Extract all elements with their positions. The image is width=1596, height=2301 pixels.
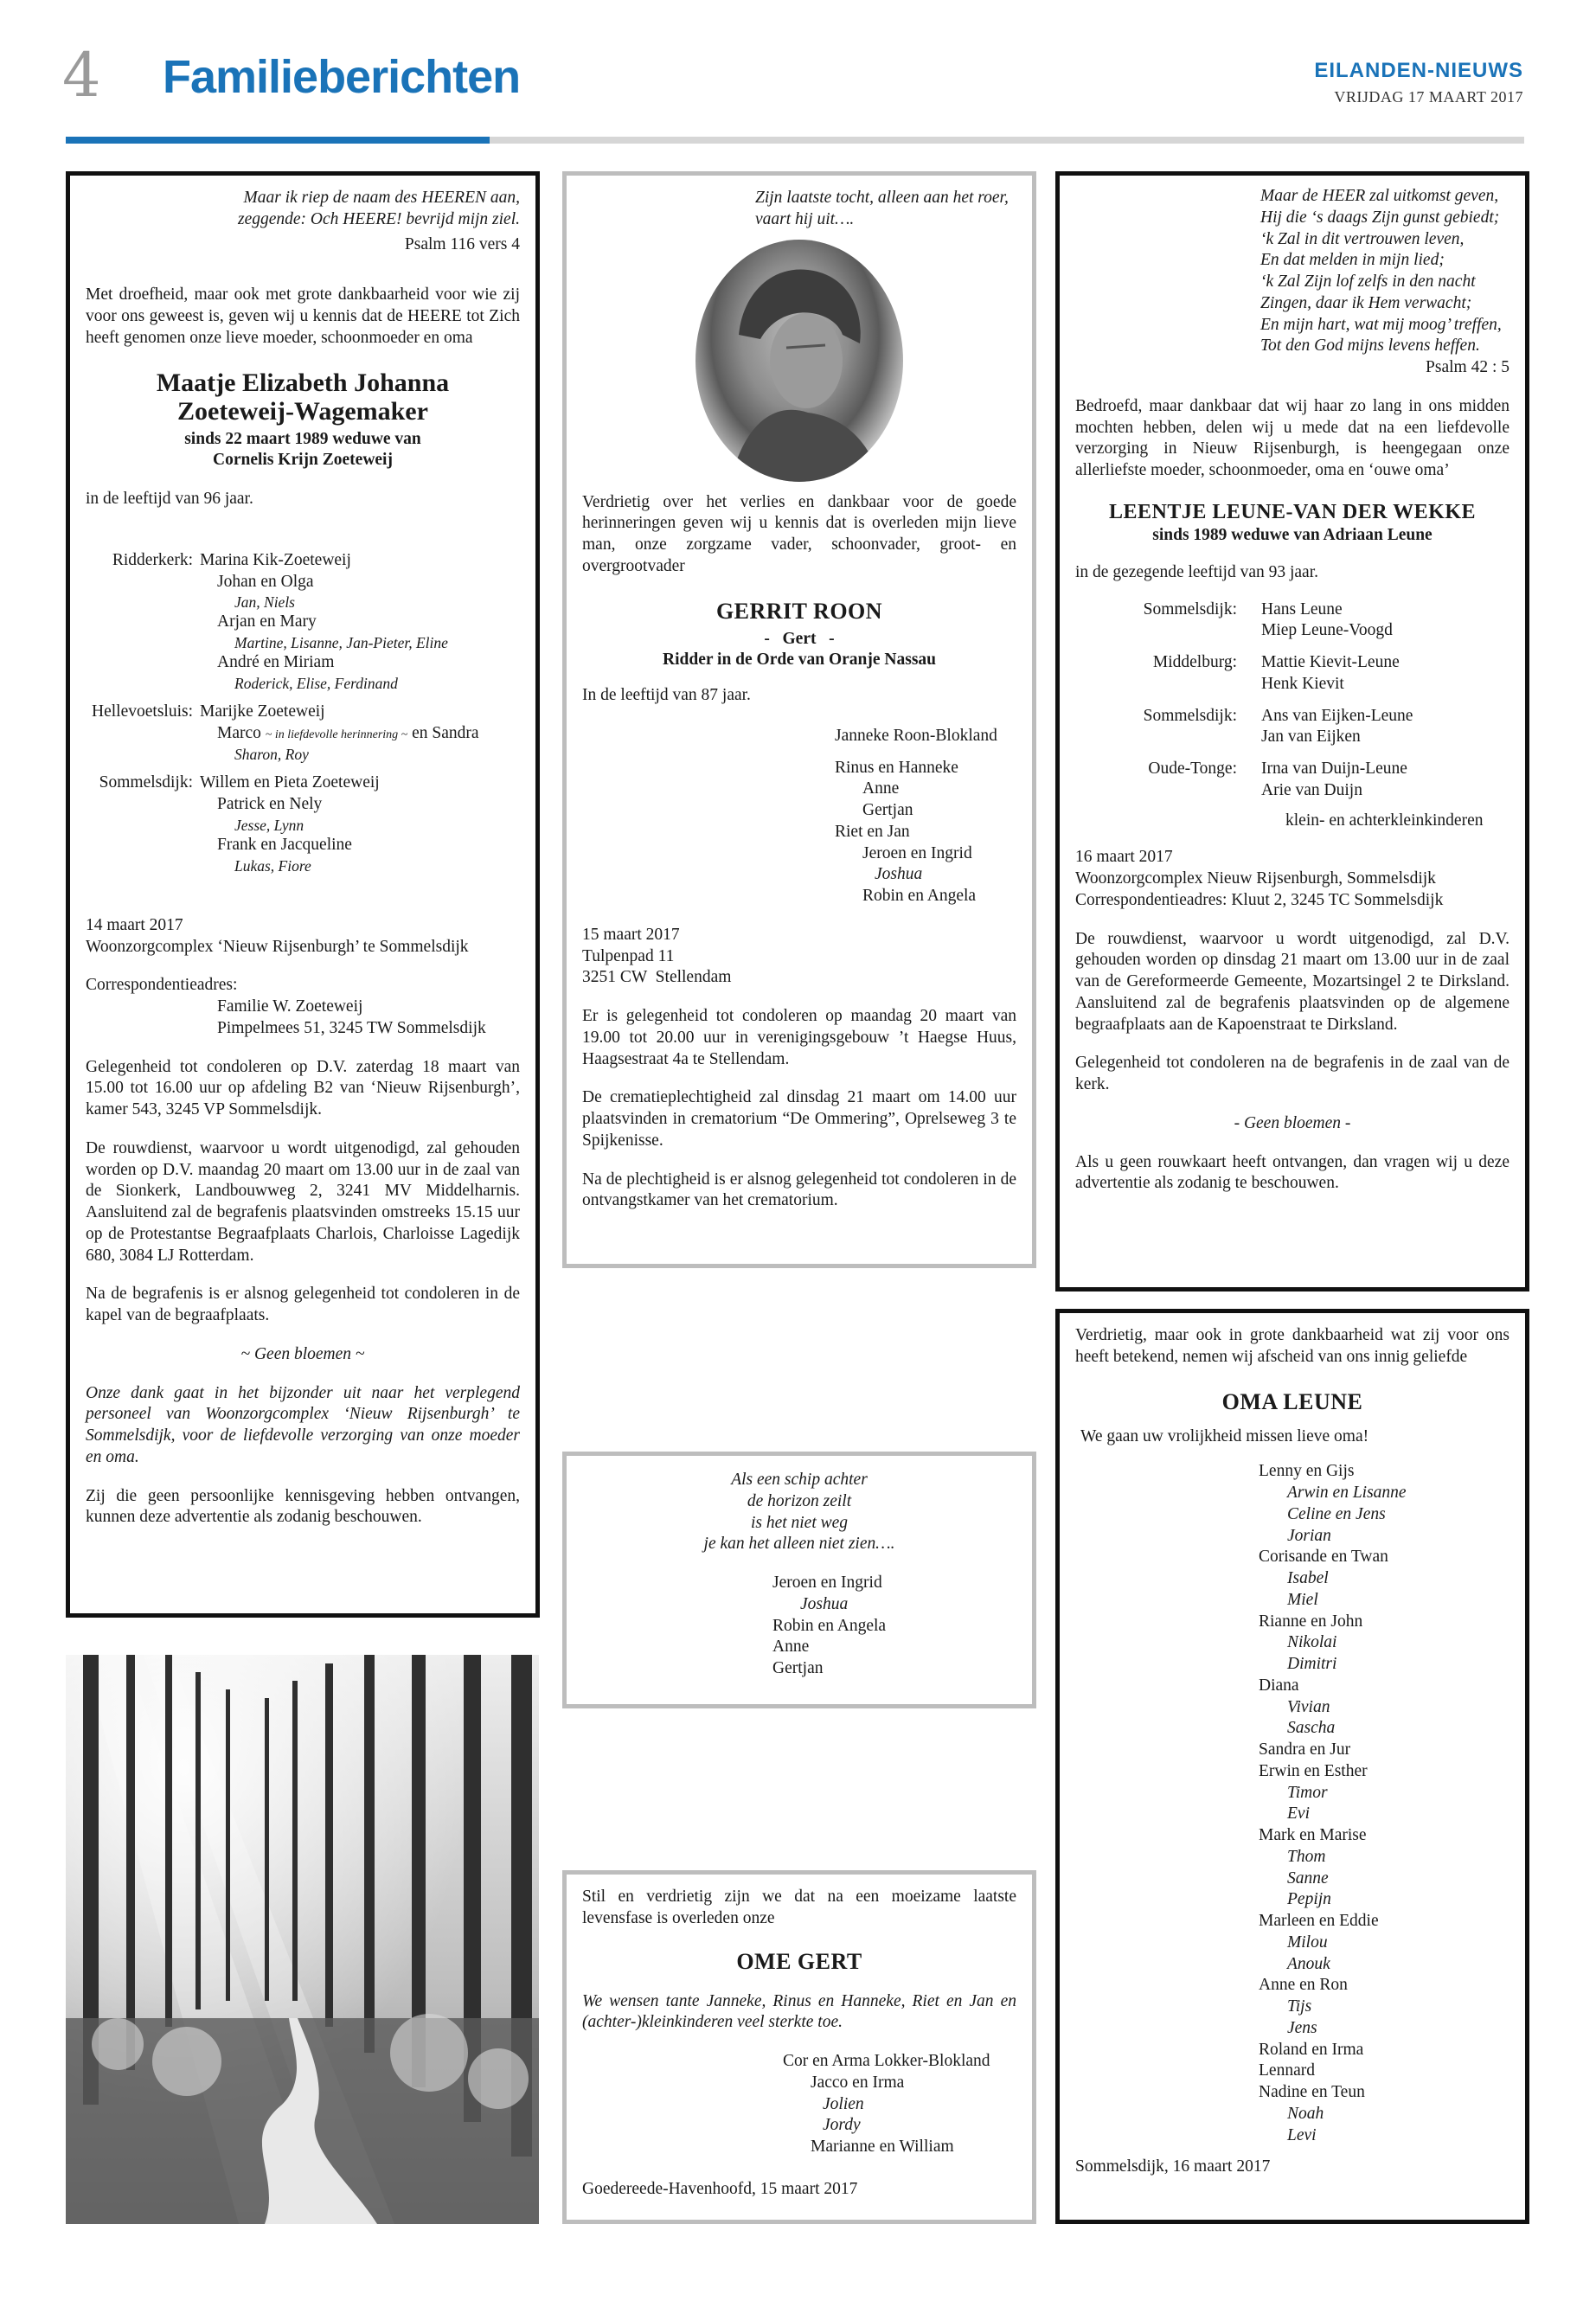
service-info: De rouwdienst, waarvoor u wordt uitgenodigd, zal gehouden worden op D.V. maandag 20 maart om 13.00 uur in de zaal van de Sionkerk, Landbouwweg 2, 3241 MV Middelharnis. Aansluitend zal de begrafenis plaatsvinden omstreeks 15.15 uur op de Protestantse Begraafplaats Charlois, Charloisse Lagedijk 680, 3084 LJ Rotterdam.	[86, 1138, 520, 1265]
condolence-info: Gelegenheid tot condoleren op D.V. zaterdag 18 maart van 15.00 tot 16.00 uur op afdeling B2 van ‘Nieuw Rijsenburgh’, kamer 543, 3245 VP Sommelsdijk.	[86, 1057, 520, 1119]
family-member: Gertjan	[862, 801, 913, 820]
family-member: Jacco en Irma	[811, 2073, 905, 2092]
memory-note: ~ in liefdevolle herinnering ~	[265, 728, 408, 742]
intro-text: Verdrietig over het verlies en dankbaar voor de goede herinneringen geven wij u kennis dat is overleden mijn lieve man, onze zorgzame vader, schoonvader, groot- en overgrootvader	[582, 492, 1016, 575]
family-member: Erwin en Esther	[1259, 1761, 1368, 1780]
deceased-surname: Zoeteweij-Wagemaker	[177, 396, 428, 426]
grandchildren: klein- en achterkleinkinderen	[1285, 811, 1484, 830]
after-info: Na de begrafenis is er alsnog gelegenheid tot condoleren in de kapel van de begraafplaats.	[86, 1285, 520, 1325]
verse-line: Tot den God mijns levens heffen.	[1260, 336, 1480, 356]
family-member: Marijke Zoeteweij	[200, 702, 325, 721]
grandchildren: Joshua	[875, 865, 923, 884]
intro-text: Verdrietig, maar ook in grote dankbaarheid wat zij voor ons heeft betekend, nemen wij afscheid van ons innig geliefde	[1075, 1326, 1509, 1366]
grandchildren: Roderick, Elise, Ferdinand	[234, 675, 398, 693]
family-group	[1075, 706, 1509, 749]
grandchild: Timor	[1287, 1783, 1328, 1802]
family-member: Arjan en Mary	[217, 612, 317, 631]
grandchildren: Martine, Lisanne, Jan-Pieter, Eline	[234, 634, 448, 652]
correspondence-name: Familie W. Zoeteweij	[217, 997, 363, 1016]
verse-line: Maar de HEER zal uitkomst geven,	[1260, 187, 1499, 205]
no-flowers: - Geen bloemen -	[1234, 1113, 1351, 1132]
grandchildren: Lukas, Fiore	[234, 856, 311, 875]
family-place: Hellevoetsluis:	[92, 702, 193, 721]
family-group	[1075, 759, 1509, 802]
family-member: Arie van Duijn	[1261, 780, 1362, 799]
death-location: Woonzorgcomplex Nieuw Rijsenburgh, Sommelsdijk	[1075, 869, 1436, 888]
notice-text: Als u geen rouwkaart heeft ontvangen, dan vragen wij u deze advertentie als zodanig te beschouwen.	[1075, 1152, 1509, 1193]
family-member: Roland en Irma	[1259, 2040, 1364, 2059]
death-date: 16 maart 2017	[1075, 848, 1173, 867]
family-group	[1075, 652, 1509, 695]
family-member: Johan en Olga	[217, 572, 314, 591]
grandchildren: Jolien	[823, 2094, 864, 2113]
correspondence-address: Correspondentieadres: Kluut 2, 3245 TC Sommelsdijk	[1075, 890, 1444, 909]
grandchild: Noah	[1287, 2104, 1324, 2123]
family-member: Lenny en Gijs	[1259, 1462, 1355, 1481]
verse-line: Zijn laatste tocht, alleen aan het roer,	[755, 189, 1009, 207]
address-line: Tulpenpad 11	[582, 946, 675, 965]
condolence-info: Er is gelegenheid tot condoleren op maandag 20 maart van 19.00 tot 20.00 uur in verenigingsgebouw ’t Haegse Huus, Haagsestraat 4a te Stellendam.	[582, 1007, 1016, 1068]
verse-line: is het niet weg	[750, 1513, 849, 1532]
grandchild: Nikolai	[1287, 1633, 1337, 1652]
family-place: Oude-Tonge:	[1148, 760, 1237, 779]
verse-line: je kan het alleen niet zien….	[703, 1535, 895, 1554]
intro-text: Bedroefd, maar dankbaar dat wij haar zo lang in ons midden mochten hebben, delen wij u mede dat na een liefdevolle verzorging in Nieuw Rijsenburgh, is heengegaan onze allerliefste moeder, schoonmoeder, oma en ‘ouwe oma’	[1075, 396, 1509, 479]
grandchild: Dimitri	[1287, 1655, 1337, 1674]
thanks-text: Onze dank gaat in het bijzonder uit naar het verplegend personeel van Woonzorgcomplex ‘Nieuw Rijsenburgh’ te Sommelsdijk, voor de liefdevolle verzorging van onze moeder en oma.	[86, 1383, 520, 1466]
memorial-ship-verse	[562, 1452, 1036, 1708]
family-member: Diana	[1259, 1676, 1299, 1695]
family-member: Robin en Angela	[772, 1616, 887, 1635]
grandchild: Pepijn	[1287, 1890, 1331, 1909]
publication-logo: EILANDEN-NIEUWS	[1314, 59, 1523, 82]
family-member: Willem en Pieta Zoeteweij	[200, 773, 380, 792]
verse-line: Als een schip achter	[731, 1471, 868, 1489]
forest-path-image	[66, 1655, 539, 2224]
family-member: André en Miriam	[217, 653, 335, 672]
widow-of: sinds 1989 weduwe van Adriaan Leune	[1152, 526, 1433, 545]
family-member: Anne en Ron	[1259, 1976, 1348, 1995]
grandchild: Tijs	[1287, 1997, 1312, 2016]
family-member: Robin en Angela	[862, 887, 977, 906]
grandchild: Vivian	[1287, 1697, 1330, 1716]
family-group	[86, 702, 520, 764]
grandchildren: Jesse, Lynn	[234, 816, 304, 834]
family-member: Jan van Eijken	[1261, 727, 1361, 747]
family-member: Hans Leune	[1261, 599, 1343, 619]
family-member: Marina Kik-Zoeteweij	[200, 550, 351, 569]
deceased-name: GERRIT ROON	[715, 598, 883, 624]
grandchild: Miel	[1287, 1590, 1318, 1609]
family-member: Patrick en Nely	[217, 794, 323, 813]
age-text: In de leeftijd van 87 jaar.	[582, 686, 751, 705]
service-info: De rouwdienst, waarvoor u wordt uitgenodigd, zal D.V. gehouden worden op dinsdag 21 maart om 13.00 uur in de zaal van de Gereformeerde Gemeente, Mozartsingel 2 te Dirksland. Aansluitend zal de begrafenis plaatsvinden op de algemene begraafplaats aan de Kapoenstraat te Dirksland.	[1075, 929, 1509, 1034]
verse-line: ‘k Zal in dit vertrouwen leven,	[1260, 229, 1465, 248]
family-member: Mark en Marise	[1259, 1826, 1367, 1845]
grandchild: Jorian	[1287, 1526, 1331, 1545]
family-member: Riet en Jan	[835, 822, 910, 841]
death-date: 15 maart 2017	[582, 925, 680, 944]
family-member: Janneke Roon-Blokland	[835, 726, 997, 745]
grandchild: Isabel	[1287, 1569, 1329, 1588]
family-member: Mattie Kievit-Leune	[1261, 653, 1400, 672]
deceased-name: OMA LEUNE	[1221, 1388, 1363, 1414]
obituary-leune	[1055, 171, 1529, 1292]
obituary-oma-leune	[1055, 1309, 1529, 2224]
page-number: 4	[62, 40, 101, 111]
death-date: 14 maart 2017	[86, 915, 183, 934]
verse-line: Hij die ‘s daags Zijn gunst gebiedt;	[1260, 208, 1500, 227]
deceased-name: Maatje Elizabeth Johanna	[156, 368, 450, 397]
widow-of: sinds 22 maart 1989 weduwe van	[184, 429, 421, 448]
family-group	[86, 772, 520, 875]
section-title: Familieberichten	[163, 51, 521, 103]
family-member: Miep Leune-Voogd	[1261, 621, 1393, 640]
family-member: Cor en Arma Lokker-Blokland	[783, 2052, 990, 2071]
farewell-line: We gaan uw vrolijkheid missen lieve oma!	[1080, 1426, 1369, 1445]
obituary-roon	[562, 171, 1036, 1268]
family-member: Jeroen en Ingrid	[772, 1574, 882, 1592]
spouse-name: Cornelis Krijn Zoeteweij	[213, 451, 393, 470]
grandchildren: Sharon, Roy	[234, 745, 309, 763]
family-member: Nadine en Teun	[1259, 2083, 1365, 2102]
family-place: Middelburg:	[1152, 653, 1237, 672]
family-member: Rinus en Hanneke	[835, 758, 958, 777]
obituary-ome-gert	[562, 1870, 1036, 2224]
age-text: in de leeftijd van 96 jaar.	[86, 490, 253, 508]
correspondence-label: Correspondentieadres:	[86, 976, 238, 995]
notice-text: Zij die geen persoonlijke kennisgeving hebben ontvangen, kunnen deze advertentie als zodanig beschouwen.	[86, 1486, 520, 1527]
family-member: Irna van Duijn-Leune	[1261, 760, 1407, 779]
verse-reference: Psalm 116 vers 4	[404, 234, 520, 253]
address-line: 3251 CW Stellendam	[582, 968, 732, 987]
deceased-name: LEENTJE LEUNE-VAN DER WEKKE	[1108, 500, 1477, 523]
family-member: Frank en Jacqueline	[217, 835, 352, 854]
grandchild: Milou	[1287, 1932, 1328, 1952]
grandchild: Celine en Jens	[1287, 1504, 1386, 1523]
verse-reference: Psalm 42 : 5	[1426, 358, 1509, 376]
grandchild: Anouk	[1287, 1954, 1330, 1973]
family-member: Jeroen en Ingrid	[862, 843, 972, 862]
family-member: Marco	[217, 724, 261, 743]
family-member: Sandra en Jur	[1259, 1740, 1351, 1759]
family-member: Anne	[772, 1638, 810, 1657]
deceased-name: OME GERT	[736, 1948, 862, 1974]
age-text: in de gezegende leeftijd van 93 jaar.	[1075, 562, 1318, 581]
footer-place-date: Goedereede-Havenhoofd, 15 maart 2017	[582, 2179, 858, 2198]
grandchildren: Jordy	[823, 2116, 861, 2135]
condolence-info: Gelegenheid tot condoleren na de begrafenis in de zaal van de kerk.	[1075, 1054, 1509, 1094]
header-rule	[490, 137, 1524, 144]
verse-line: de horizon zeilt	[747, 1491, 852, 1510]
grandchild: Thom	[1287, 1847, 1326, 1866]
family-member: Marianne en William	[811, 2138, 954, 2157]
grandchildren: Joshua	[800, 1594, 849, 1613]
intro-text: Stil en verdrietig zijn we dat na een moeizame laatste levensfase is overleden onze	[582, 1888, 1016, 1927]
family-member: en Sandra	[412, 724, 479, 743]
grandchild: Jens	[1287, 2018, 1317, 2037]
grandchild: Sascha	[1287, 1719, 1336, 1738]
grandchild: Evi	[1287, 1804, 1310, 1823]
family-member: Anne	[862, 779, 900, 798]
grandchildren: Jan, Niels	[234, 593, 295, 612]
family-place: Ridderkerk:	[112, 550, 193, 569]
grandchild: Arwin en Lisanne	[1287, 1484, 1407, 1503]
family-place: Sommelsdijk:	[99, 773, 193, 792]
family-group	[1075, 599, 1509, 643]
grandchild: Sanne	[1287, 1868, 1329, 1888]
verse-line: Maar ik riep de naam des HEEREN aan,	[243, 189, 520, 207]
verse-line: ‘k Zal Zijn lof zelfs in den nacht	[1260, 272, 1476, 291]
issue-date: VRIJDAG 17 MAART 2017	[1334, 88, 1523, 106]
header-rule-accent	[66, 137, 490, 144]
family-list	[1075, 1461, 1509, 2146]
family-member: Corisande en Twan	[1259, 1548, 1388, 1567]
obituary-zoeteweij	[66, 171, 540, 1618]
family-place: Sommelsdijk:	[1143, 599, 1237, 619]
family-member: Lennard	[1259, 2061, 1315, 2080]
family-member: Marleen en Eddie	[1259, 1912, 1379, 1931]
verse-line: En dat melden in mijn lied;	[1260, 251, 1445, 270]
cremation-info: De crematieplechtigheid zal dinsdag 21 maart om 14.00 uur plaatsvinden in crematorium “De Ommering”, Oprelseweg 3 te Spijkenisse.	[582, 1088, 1016, 1150]
nickname: - Gert -	[764, 629, 835, 648]
portrait-photo	[695, 240, 903, 482]
family-member: Rianne en John	[1259, 1612, 1363, 1631]
family-member: Ans van Eijken-Leune	[1261, 706, 1413, 725]
after-info: Na de plechtigheid is er alsnog gelegenheid tot condoleren in de ontvangstkamer van het crematorium.	[582, 1170, 1016, 1210]
wish-text: We wensen tante Janneke, Rinus en Hanneke, Riet en Jan en (achter-)kleinkinderen veel sterkte toe.	[582, 1991, 1016, 2032]
no-flowers: ~ Geen bloemen ~	[240, 1344, 365, 1363]
footer-place-date: Sommelsdijk, 16 maart 2017	[1075, 2157, 1271, 2176]
death-location: Woonzorgcomplex ‘Nieuw Rijsenburgh’ te Sommelsdijk	[86, 937, 469, 956]
verse-line: Zingen, daar ik Hem verwacht;	[1260, 293, 1472, 312]
family-member: Gertjan	[772, 1659, 824, 1677]
grandchild: Levi	[1287, 2125, 1317, 2144]
correspondence-address: Pimpelmees 51, 3245 TW Sommelsdijk	[217, 1018, 486, 1037]
family-place: Sommelsdijk:	[1143, 706, 1237, 725]
intro-text: Met droefheid, maar ook met grote dankbaarheid voor wie zij voor ons geweest is, geven wij u kennis dat de HEERE tot Zich heeft genomen onze lieve moeder, schoonmoeder en oma	[86, 285, 520, 347]
family-member: Henk Kievit	[1261, 674, 1344, 693]
verse-line: vaart hij uit….	[755, 209, 855, 228]
verse-line: En mijn hart, wat mij moog’ treffen,	[1260, 315, 1502, 334]
family-group	[86, 550, 520, 694]
verse-line: zeggende: Och HEERE! bevrijd mijn ziel.	[238, 209, 520, 228]
honour: Ridder in de Orde van Oranje Nassau	[663, 651, 936, 670]
